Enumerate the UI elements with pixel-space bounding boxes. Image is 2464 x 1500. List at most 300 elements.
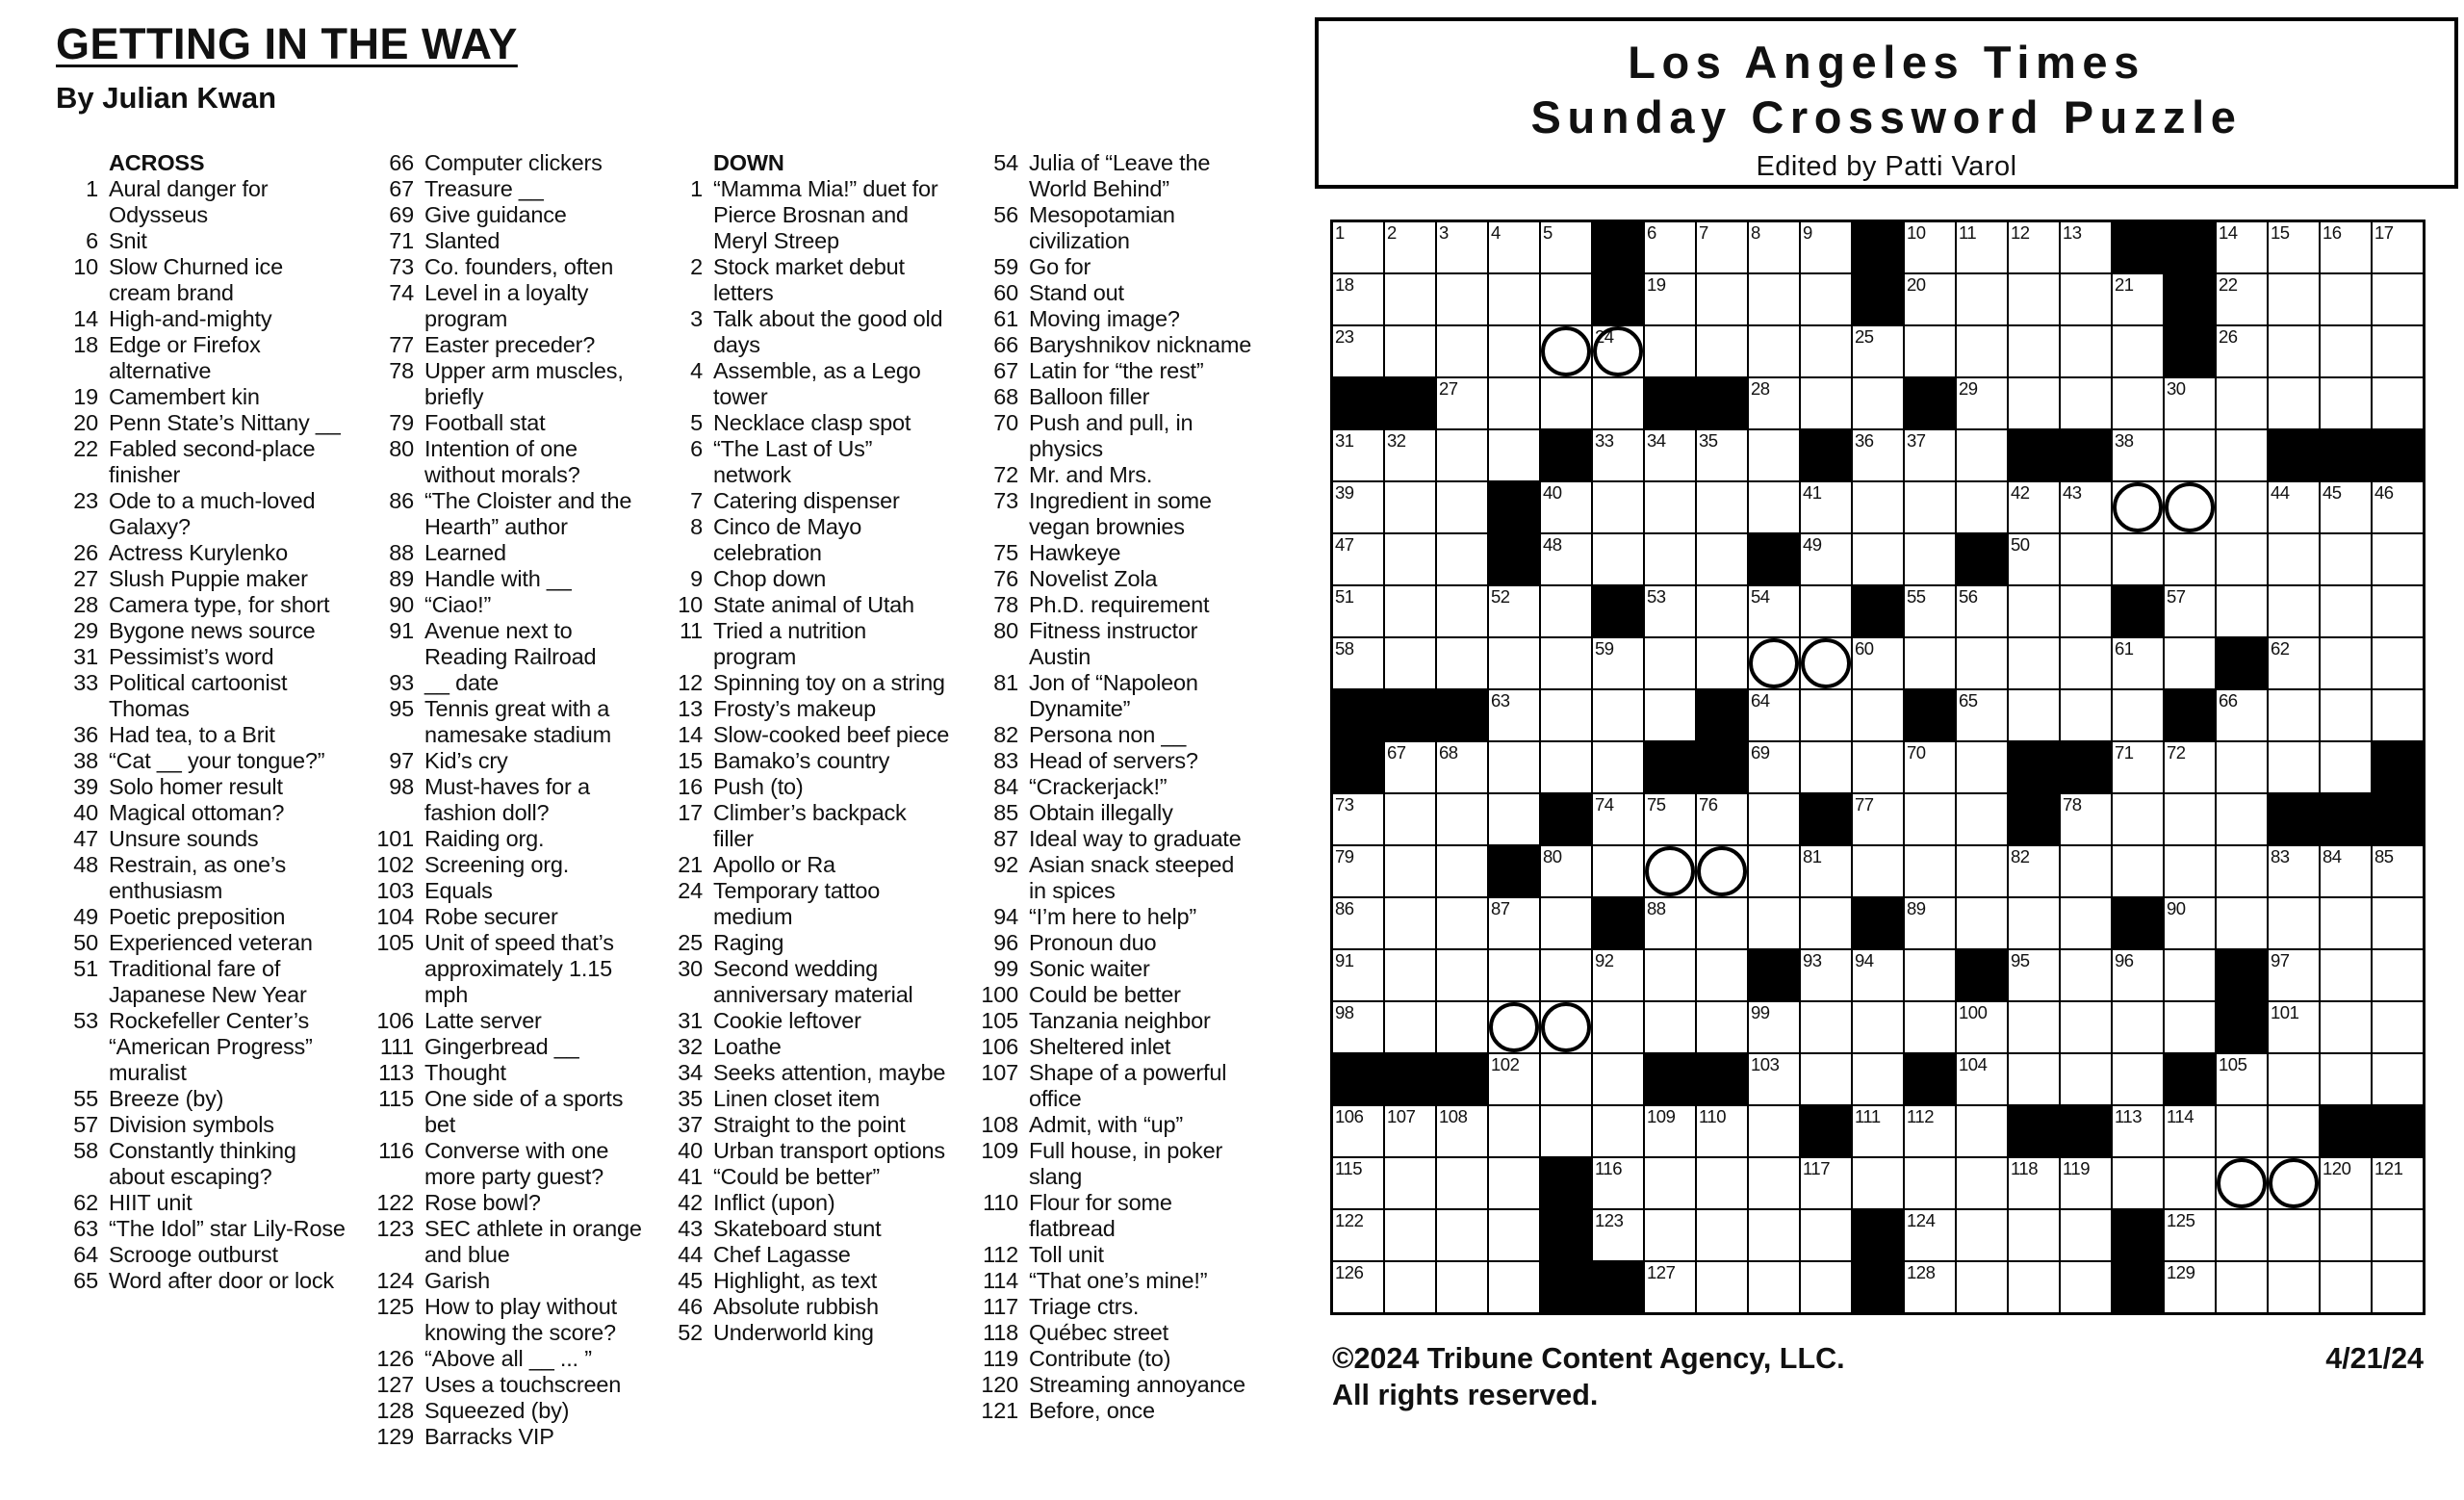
grid-cell[interactable] [1540,689,1592,741]
grid-cell[interactable] [2320,897,2372,949]
grid-cell[interactable] [2268,689,2320,741]
grid-cell[interactable] [1696,481,1748,533]
grid-cell[interactable] [2372,897,2424,949]
grid-cell[interactable] [1384,1209,1436,1261]
grid-cell[interactable] [1852,793,1904,845]
grid-cell[interactable] [2060,1261,2112,1313]
grid-cell[interactable] [2008,273,2060,325]
grid-cell[interactable] [1384,1261,1436,1313]
grid-cell[interactable] [1800,585,1852,637]
grid-cell[interactable] [1904,1157,1956,1209]
grid-cell[interactable] [1384,741,1436,793]
grid-cell[interactable] [1644,845,1696,897]
grid-cell[interactable] [1800,1053,1852,1105]
grid-cell[interactable] [1332,1001,1384,1053]
grid-cell[interactable] [1384,1001,1436,1053]
grid-cell[interactable] [1332,481,1384,533]
grid-cell[interactable] [2268,1157,2320,1209]
grid-cell[interactable] [2008,325,2060,377]
grid-cell[interactable] [1332,533,1384,585]
grid-cell[interactable] [1748,1053,1800,1105]
grid-cell[interactable] [1592,793,1644,845]
grid-cell[interactable] [2372,1209,2424,1261]
grid-cell[interactable] [1592,429,1644,481]
grid-cell[interactable] [2008,949,2060,1001]
grid-cell[interactable] [1644,897,1696,949]
grid-cell[interactable] [2164,377,2216,429]
grid-cell[interactable] [2060,481,2112,533]
grid-cell[interactable] [2060,793,2112,845]
grid-cell[interactable] [2112,377,2164,429]
grid-cell[interactable] [2268,897,2320,949]
grid-cell[interactable] [2320,949,2372,1001]
grid-cell[interactable] [1592,689,1644,741]
grid-cell[interactable] [1488,377,1540,429]
grid-cell[interactable] [1748,325,1800,377]
grid-cell[interactable] [2060,845,2112,897]
grid-cell[interactable] [2216,273,2268,325]
grid-cell[interactable] [1748,1001,1800,1053]
grid-cell[interactable] [1540,481,1592,533]
grid-cell[interactable] [2216,689,2268,741]
grid-cell[interactable] [1696,1105,1748,1157]
grid-cell[interactable] [1488,325,1540,377]
grid-cell[interactable] [1904,793,1956,845]
grid-cell[interactable] [2268,741,2320,793]
grid-cell[interactable] [2164,741,2216,793]
grid-cell[interactable] [1748,689,1800,741]
grid-cell[interactable] [2060,533,2112,585]
grid-cell[interactable] [2320,689,2372,741]
grid-cell[interactable] [2164,637,2216,689]
grid-cell[interactable] [1904,845,1956,897]
grid-cell[interactable] [2268,325,2320,377]
grid-cell[interactable] [1436,585,1488,637]
grid-cell[interactable] [2164,1209,2216,1261]
grid-cell[interactable] [2268,1001,2320,1053]
grid-cell[interactable] [1800,221,1852,273]
grid-cell[interactable] [1748,793,1800,845]
grid-cell[interactable] [2060,1001,2112,1053]
grid-cell[interactable] [2112,741,2164,793]
grid-cell[interactable] [2268,481,2320,533]
grid-cell[interactable] [2216,429,2268,481]
grid-cell[interactable] [2320,1157,2372,1209]
grid-cell[interactable] [1644,481,1696,533]
grid-cell[interactable] [1696,273,1748,325]
grid-cell[interactable] [2372,1001,2424,1053]
grid-cell[interactable] [1956,325,2008,377]
grid-cell[interactable] [1332,1261,1384,1313]
grid-cell[interactable] [2164,429,2216,481]
grid-cell[interactable] [2216,533,2268,585]
grid-cell[interactable] [1852,377,1904,429]
grid-cell[interactable] [1644,1001,1696,1053]
grid-cell[interactable] [2372,1053,2424,1105]
grid-cell[interactable] [1436,845,1488,897]
grid-cell[interactable] [1904,481,1956,533]
grid-cell[interactable] [1748,741,1800,793]
grid-cell[interactable] [1852,1053,1904,1105]
grid-cell[interactable] [2008,221,2060,273]
grid-cell[interactable] [1852,689,1904,741]
grid-cell[interactable] [1488,637,1540,689]
grid-cell[interactable] [2164,481,2216,533]
grid-cell[interactable] [1956,429,2008,481]
grid-cell[interactable] [1904,1261,1956,1313]
grid-cell[interactable] [2112,637,2164,689]
grid-cell[interactable] [1436,533,1488,585]
grid-cell[interactable] [1800,1001,1852,1053]
grid-cell[interactable] [1488,793,1540,845]
grid-cell[interactable] [1696,221,1748,273]
grid-cell[interactable] [1748,845,1800,897]
grid-cell[interactable] [2164,1261,2216,1313]
grid-cell[interactable] [1488,585,1540,637]
grid-cell[interactable] [1904,533,1956,585]
grid-cell[interactable] [1696,897,1748,949]
grid-cell[interactable] [1384,325,1436,377]
grid-cell[interactable] [1488,1053,1540,1105]
grid-cell[interactable] [1644,1209,1696,1261]
grid-cell[interactable] [2008,533,2060,585]
grid-cell[interactable] [2372,689,2424,741]
grid-cell[interactable] [1384,637,1436,689]
grid-cell[interactable] [1384,533,1436,585]
grid-cell[interactable] [1852,429,1904,481]
grid-cell[interactable] [1540,949,1592,1001]
grid-cell[interactable] [2060,273,2112,325]
grid-cell[interactable] [1488,221,1540,273]
grid-cell[interactable] [2112,1105,2164,1157]
grid-cell[interactable] [1384,221,1436,273]
grid-cell[interactable] [2112,1157,2164,1209]
grid-cell[interactable] [2320,221,2372,273]
grid-cell[interactable] [1800,741,1852,793]
grid-cell[interactable] [2372,637,2424,689]
grid-cell[interactable] [2216,1209,2268,1261]
grid-cell[interactable] [2164,845,2216,897]
grid-cell[interactable] [1904,585,1956,637]
grid-cell[interactable] [1488,1105,1540,1157]
grid-cell[interactable] [1332,585,1384,637]
grid-cell[interactable] [2320,377,2372,429]
grid-cell[interactable] [1748,637,1800,689]
grid-cell[interactable] [2164,1157,2216,1209]
grid-cell[interactable] [1800,325,1852,377]
grid-cell[interactable] [2216,377,2268,429]
grid-cell[interactable] [1592,325,1644,377]
grid-cell[interactable] [2320,1261,2372,1313]
grid-cell[interactable] [2008,481,2060,533]
grid-cell[interactable] [2216,741,2268,793]
grid-cell[interactable] [2060,221,2112,273]
grid-cell[interactable] [2320,1001,2372,1053]
grid-cell[interactable] [2112,689,2164,741]
grid-cell[interactable] [1644,1261,1696,1313]
grid-cell[interactable] [2216,793,2268,845]
grid-cell[interactable] [1436,637,1488,689]
grid-cell[interactable] [2008,377,2060,429]
grid-cell[interactable] [1904,273,1956,325]
grid-cell[interactable] [1540,845,1592,897]
grid-cell[interactable] [1436,793,1488,845]
grid-cell[interactable] [2216,897,2268,949]
grid-cell[interactable] [1488,689,1540,741]
grid-cell[interactable] [1592,741,1644,793]
grid-cell[interactable] [2164,793,2216,845]
grid-cell[interactable] [1748,273,1800,325]
grid-cell[interactable] [2372,585,2424,637]
grid-cell[interactable] [1592,637,1644,689]
grid-cell[interactable] [1800,481,1852,533]
grid-cell[interactable] [1436,481,1488,533]
grid-cell[interactable] [1488,1209,1540,1261]
grid-cell[interactable] [2008,897,2060,949]
grid-cell[interactable] [2268,1209,2320,1261]
grid-cell[interactable] [1332,897,1384,949]
grid-cell[interactable] [2320,325,2372,377]
grid-cell[interactable] [1748,221,1800,273]
grid-cell[interactable] [2216,325,2268,377]
grid-cell[interactable] [1540,325,1592,377]
grid-cell[interactable] [1436,1209,1488,1261]
grid-cell[interactable] [1956,1261,2008,1313]
grid-cell[interactable] [2216,1105,2268,1157]
grid-cell[interactable] [1332,221,1384,273]
grid-cell[interactable] [1904,1209,1956,1261]
grid-cell[interactable] [1436,741,1488,793]
grid-cell[interactable] [2372,845,2424,897]
grid-cell[interactable] [1436,325,1488,377]
grid-cell[interactable] [2268,273,2320,325]
grid-cell[interactable] [2008,1209,2060,1261]
grid-cell[interactable] [1956,377,2008,429]
grid-cell[interactable] [1696,637,1748,689]
grid-cell[interactable] [1696,793,1748,845]
grid-cell[interactable] [1436,949,1488,1001]
grid-cell[interactable] [2060,1053,2112,1105]
grid-cell[interactable] [1332,949,1384,1001]
grid-cell[interactable] [1852,1157,1904,1209]
grid-cell[interactable] [2216,1053,2268,1105]
grid-cell[interactable] [1644,637,1696,689]
grid-cell[interactable] [1644,533,1696,585]
grid-cell[interactable] [1800,637,1852,689]
grid-cell[interactable] [1488,429,1540,481]
grid-cell[interactable] [1956,1105,2008,1157]
grid-cell[interactable] [2268,221,2320,273]
grid-cell[interactable] [1956,741,2008,793]
grid-cell[interactable] [1748,897,1800,949]
grid-cell[interactable] [1436,1261,1488,1313]
grid-cell[interactable] [1956,1001,2008,1053]
grid-cell[interactable] [1540,1105,1592,1157]
grid-cell[interactable] [1956,481,2008,533]
grid-cell[interactable] [1800,377,1852,429]
grid-cell[interactable] [1748,1209,1800,1261]
grid-cell[interactable] [1904,637,1956,689]
grid-cell[interactable] [1540,741,1592,793]
grid-cell[interactable] [1696,1209,1748,1261]
grid-cell[interactable] [2060,689,2112,741]
grid-cell[interactable] [1696,1261,1748,1313]
grid-cell[interactable] [2372,377,2424,429]
grid-cell[interactable] [2268,1053,2320,1105]
grid-cell[interactable] [1852,637,1904,689]
grid-cell[interactable] [1852,949,1904,1001]
grid-cell[interactable] [1696,1001,1748,1053]
grid-cell[interactable] [1436,1105,1488,1157]
grid-cell[interactable] [2008,1157,2060,1209]
grid-cell[interactable] [1592,533,1644,585]
grid-cell[interactable] [1592,1105,1644,1157]
grid-cell[interactable] [2320,637,2372,689]
grid-cell[interactable] [2112,273,2164,325]
grid-cell[interactable] [2060,949,2112,1001]
grid-cell[interactable] [2372,533,2424,585]
grid-cell[interactable] [1488,1001,1540,1053]
grid-cell[interactable] [1748,481,1800,533]
grid-cell[interactable] [1540,533,1592,585]
grid-cell[interactable] [1592,845,1644,897]
grid-cell[interactable] [2060,1157,2112,1209]
grid-cell[interactable] [1904,1001,1956,1053]
grid-cell[interactable] [1488,1261,1540,1313]
grid-cell[interactable] [1384,1105,1436,1157]
grid-cell[interactable] [2164,897,2216,949]
grid-cell[interactable] [1332,845,1384,897]
grid-cell[interactable] [1488,273,1540,325]
grid-cell[interactable] [1592,481,1644,533]
grid-cell[interactable] [2060,585,2112,637]
grid-cell[interactable] [2008,845,2060,897]
grid-cell[interactable] [1540,1001,1592,1053]
grid-cell[interactable] [2372,221,2424,273]
grid-cell[interactable] [2268,845,2320,897]
grid-cell[interactable] [1592,1053,1644,1105]
grid-cell[interactable] [1644,273,1696,325]
grid-cell[interactable] [2164,533,2216,585]
grid-cell[interactable] [1488,1157,1540,1209]
grid-cell[interactable] [2164,1001,2216,1053]
grid-cell[interactable] [2112,949,2164,1001]
grid-cell[interactable] [1332,325,1384,377]
grid-cell[interactable] [1696,585,1748,637]
grid-cell[interactable] [1956,637,2008,689]
grid-cell[interactable] [1748,1261,1800,1313]
grid-cell[interactable] [1592,949,1644,1001]
grid-cell[interactable] [1748,585,1800,637]
grid-cell[interactable] [2008,585,2060,637]
grid-cell[interactable] [1540,273,1592,325]
grid-cell[interactable] [2060,897,2112,949]
grid-cell[interactable] [2268,533,2320,585]
grid-cell[interactable] [1748,429,1800,481]
grid-cell[interactable] [2372,949,2424,1001]
grid-cell[interactable] [1540,897,1592,949]
grid-cell[interactable] [1644,1105,1696,1157]
grid-cell[interactable] [1904,897,1956,949]
grid-cell[interactable] [1436,897,1488,949]
grid-cell[interactable] [1852,1105,1904,1157]
grid-cell[interactable] [1540,377,1592,429]
grid-cell[interactable] [1384,793,1436,845]
grid-cell[interactable] [1800,1157,1852,1209]
grid-cell[interactable] [2112,1001,2164,1053]
grid-cell[interactable] [2216,1261,2268,1313]
grid-cell[interactable] [1540,221,1592,273]
grid-cell[interactable] [2060,637,2112,689]
grid-cell[interactable] [1956,1053,2008,1105]
grid-cell[interactable] [1696,429,1748,481]
grid-cell[interactable] [1592,1001,1644,1053]
grid-cell[interactable] [2268,949,2320,1001]
grid-cell[interactable] [1956,585,2008,637]
grid-cell[interactable] [1644,793,1696,845]
grid-cell[interactable] [1696,533,1748,585]
grid-cell[interactable] [2268,585,2320,637]
grid-cell[interactable] [1384,845,1436,897]
grid-cell[interactable] [1956,1157,2008,1209]
grid-cell[interactable] [1436,429,1488,481]
grid-cell[interactable] [2008,689,2060,741]
grid-cell[interactable] [1488,897,1540,949]
grid-cell[interactable] [2164,585,2216,637]
grid-cell[interactable] [1800,273,1852,325]
grid-cell[interactable] [1436,221,1488,273]
grid-cell[interactable] [1904,221,1956,273]
grid-cell[interactable] [1696,949,1748,1001]
grid-cell[interactable] [2320,585,2372,637]
grid-cell[interactable] [1332,1105,1384,1157]
grid-cell[interactable] [1904,429,1956,481]
grid-cell[interactable] [1696,845,1748,897]
grid-cell[interactable] [1592,1157,1644,1209]
grid-cell[interactable] [2060,325,2112,377]
grid-cell[interactable] [2060,377,2112,429]
grid-cell[interactable] [2008,1001,2060,1053]
grid-cell[interactable] [1956,1209,2008,1261]
grid-cell[interactable] [1332,1209,1384,1261]
grid-cell[interactable] [1748,1157,1800,1209]
grid-cell[interactable] [2216,481,2268,533]
grid-cell[interactable] [2372,1261,2424,1313]
grid-cell[interactable] [1800,1261,1852,1313]
grid-cell[interactable] [1592,377,1644,429]
grid-cell[interactable] [1436,377,1488,429]
grid-cell[interactable] [2320,273,2372,325]
grid-cell[interactable] [2216,585,2268,637]
grid-cell[interactable] [1644,221,1696,273]
grid-cell[interactable] [2268,1261,2320,1313]
grid-cell[interactable] [2320,481,2372,533]
grid-cell[interactable] [1384,273,1436,325]
grid-cell[interactable] [1696,1157,1748,1209]
grid-cell[interactable] [1956,221,2008,273]
grid-cell[interactable] [2112,533,2164,585]
grid-cell[interactable] [2372,273,2424,325]
grid-cell[interactable] [1332,429,1384,481]
grid-cell[interactable] [1540,1053,1592,1105]
grid-cell[interactable] [1384,481,1436,533]
grid-cell[interactable] [2320,845,2372,897]
grid-cell[interactable] [1384,949,1436,1001]
grid-cell[interactable] [1332,637,1384,689]
grid-cell[interactable] [1852,325,1904,377]
grid-cell[interactable] [2372,1157,2424,1209]
grid-cell[interactable] [1592,1209,1644,1261]
